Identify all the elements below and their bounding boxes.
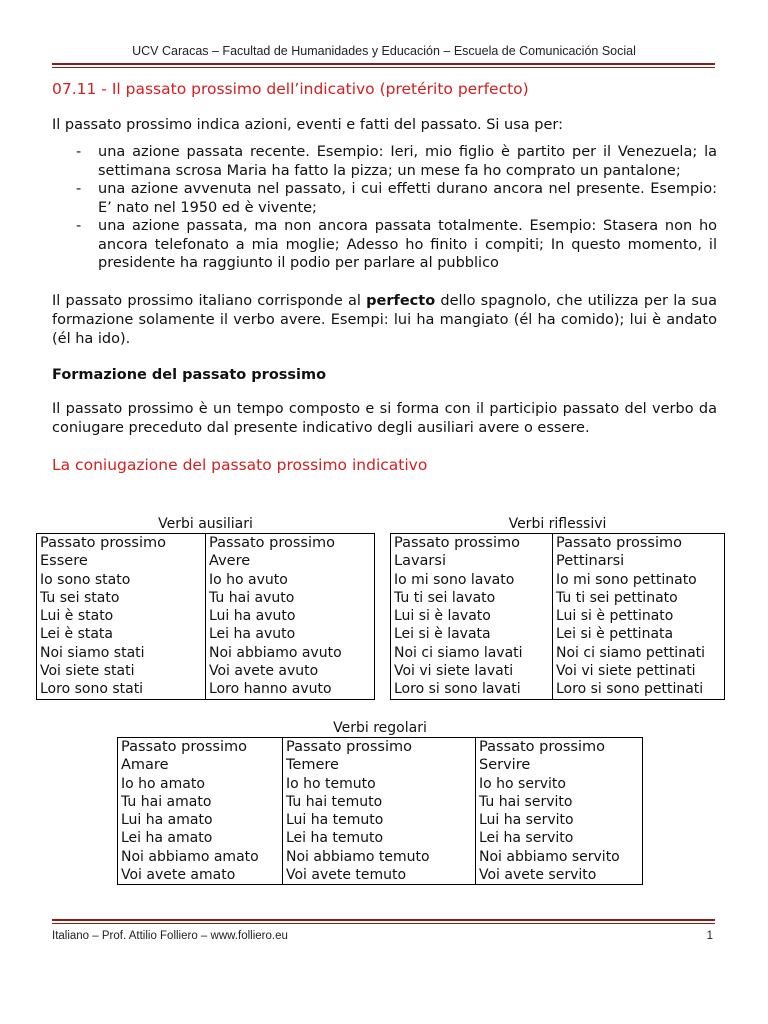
header-verb: Essere	[40, 553, 88, 570]
riflessivi-block	[390, 516, 725, 700]
table-cell: Voi avete servito	[476, 866, 643, 885]
corresponds-text-b: dello spagnolo, che utilizza per la sua formazione solamente il verbo avere. Esempi: lui ha mangiato (él ha comido); lui è andato (él ha ido).	[52, 292, 717, 347]
corresponds-paragraph	[52, 292, 717, 349]
table-row	[391, 625, 725, 643]
table-cell: Loro hanno avuto	[206, 680, 375, 699]
table-cell: Tu ti sei lavato	[391, 589, 553, 607]
table-caption: Verbi ausiliari	[158, 516, 253, 532]
table-row	[391, 680, 725, 699]
table-cell: Lei ha avuto	[206, 625, 375, 643]
intro-paragraph: Il passato prossimo indica azioni, eventi e fatti del passato. Si usa per:	[52, 117, 564, 133]
list-item: - una azione avvenuta nel passato, i cui effetti durano ancora nel presente. Esempio: E’ nato nel 1950 ed è vivente;	[52, 180, 717, 217]
riflessivi-table	[390, 533, 725, 700]
page-footer	[52, 930, 717, 942]
table-cell: Lei ha temuto	[283, 829, 476, 847]
table-cell: Lei si è lavata	[391, 625, 553, 643]
table-cell: Tu hai amato	[118, 793, 283, 811]
table-cell: Lui si è pettinato	[553, 607, 725, 625]
table-cell: Io mi sono lavato	[391, 571, 553, 589]
table-row	[118, 866, 643, 885]
table-caption: Verbi riflessivi	[508, 516, 607, 532]
table-row	[391, 589, 725, 607]
table-cell: Lui si è lavato	[391, 607, 553, 625]
table-row	[37, 607, 375, 625]
table-cell: Io ho servito	[476, 775, 643, 793]
table-cell: Noi abbiamo avuto	[206, 644, 375, 662]
table-cell: Lei ha amato	[118, 829, 283, 847]
table-cell: Io ho temuto	[283, 775, 476, 793]
table-header-row	[37, 534, 375, 571]
table-cell: Voi vi siete lavati	[391, 662, 553, 680]
table-row	[37, 589, 375, 607]
header-tense: Passato prossimo	[40, 535, 166, 551]
table-cell: Noi abbiamo temuto	[283, 848, 476, 866]
header-tense: Passato prossimo	[479, 739, 605, 755]
table-row	[37, 625, 375, 643]
table-cell: Noi siamo stati	[37, 644, 206, 662]
table-cell: Lei ha servito	[476, 829, 643, 847]
table-cell: Io sono stato	[37, 571, 206, 589]
table-row	[118, 775, 643, 793]
header-verb: Amare	[121, 757, 169, 774]
header-cell	[118, 738, 283, 775]
table-row	[37, 644, 375, 662]
table-row	[37, 662, 375, 680]
table-cell: Noi ci siamo lavati	[391, 644, 553, 662]
table-row	[118, 829, 643, 847]
regolari-table	[117, 737, 643, 885]
table-row	[118, 848, 643, 866]
table-row	[391, 644, 725, 662]
table-row	[391, 607, 725, 625]
table-cell: Lui ha avuto	[206, 607, 375, 625]
table-cell: Tu hai temuto	[283, 793, 476, 811]
table-cell: Tu sei stato	[37, 589, 206, 607]
table-cell: Tu hai avuto	[206, 589, 375, 607]
table-row	[37, 680, 375, 699]
table-cell: Tu hai servito	[476, 793, 643, 811]
header-rule	[52, 63, 715, 68]
page-number: 1	[706, 930, 713, 942]
table-cell: Voi avete amato	[118, 866, 283, 885]
header-cell	[283, 738, 476, 775]
header-tense: Passato prossimo	[556, 535, 682, 551]
table-cell: Tu ti sei pettinato	[553, 589, 725, 607]
list-item: - una azione passata recente. Esempio: Ieri, mio figlio è partito per il Venezuela; la settimana scrosa Maria ha fatto la pizza; un mese fa ho comprato un pantalone;	[52, 143, 717, 180]
header-verb: Lavarsi	[394, 553, 446, 570]
table-cell: Io mi sono pettinato	[553, 571, 725, 589]
table-cell: Loro si sono pettinati	[553, 680, 725, 699]
table-cell: Loro sono stati	[37, 680, 206, 699]
table-row	[391, 662, 725, 680]
header-cell	[37, 534, 206, 571]
perfecto-bold: perfecto	[366, 292, 436, 309]
table-row	[118, 811, 643, 829]
table-cell: Voi vi siete pettinati	[553, 662, 725, 680]
header-cell	[206, 534, 375, 571]
ausiliari-block	[36, 516, 375, 700]
header-tense: Passato prossimo	[286, 739, 412, 755]
table-row	[118, 793, 643, 811]
header-verb: Temere	[286, 757, 339, 774]
footer-rule	[52, 919, 715, 924]
table-cell: Lei si è pettinata	[553, 625, 725, 643]
page-header: UCV Caracas – Facultad de Humanidades y Educación – Escuela de Comunicación Social	[132, 44, 636, 58]
header-tense: Passato prossimo	[209, 535, 335, 551]
table-cell: Noi abbiamo servito	[476, 848, 643, 866]
header-cell	[553, 534, 725, 571]
page-content	[52, 80, 717, 474]
header-tense: Passato prossimo	[394, 535, 520, 551]
table-cell: Loro si sono lavati	[391, 680, 553, 699]
uses-list	[52, 143, 717, 273]
table-cell: Voi avete temuto	[283, 866, 476, 885]
formation-paragraph: Il passato prossimo è un tempo composto e si forma con il participio passato del verbo da coniugare preceduto dal presente indicativo degli ausiliari avere o essere.	[52, 400, 717, 436]
table-cell: Lui è stato	[37, 607, 206, 625]
table-cell: Lui ha temuto	[283, 811, 476, 829]
table-header-row	[391, 534, 725, 571]
regolari-block	[117, 720, 643, 885]
list-item: - una azione passata, ma non ancora passata totalmente. Esempio: Stasera non ho ancora telefonato a mia moglie; Adesso ho finito i compiti; In questo momento, il presidente ha raggiunto il podio per parlare al pubblico	[52, 217, 717, 273]
header-cell	[391, 534, 553, 571]
table-cell: Noi abbiamo amato	[118, 848, 283, 866]
table-cell: Noi ci siamo pettinati	[553, 644, 725, 662]
table-caption: Verbi regolari	[333, 720, 427, 736]
table-cell: Lui ha amato	[118, 811, 283, 829]
table-header-row	[118, 738, 643, 775]
formation-heading: Formazione del passato prossimo	[52, 366, 327, 383]
table-cell: Lei è stata	[37, 625, 206, 643]
header-tense: Passato prossimo	[121, 739, 247, 755]
footer-credit: Italiano – Prof. Attilio Folliero – www.folliero.eu	[52, 930, 288, 942]
corresponds-text-a: Il passato prossimo italiano corrisponde al	[52, 292, 367, 309]
header-verb: Avere	[209, 553, 251, 570]
table-row	[391, 571, 725, 589]
table-row	[37, 571, 375, 589]
table-cell: Voi siete stati	[37, 662, 206, 680]
header-cell	[476, 738, 643, 775]
ausiliari-table	[36, 533, 375, 700]
table-cell: Lui ha servito	[476, 811, 643, 829]
table-cell: Io ho amato	[118, 775, 283, 793]
section-title: 07.11 - Il passato prossimo dell’indicativo (pretérito perfecto)	[52, 80, 529, 98]
table-cell: Voi avete avuto	[206, 662, 375, 680]
header-verb: Servire	[479, 757, 531, 774]
conjugation-heading: La coniugazione del passato prossimo indicativo	[52, 455, 428, 474]
table-cell: Io ho avuto	[206, 571, 375, 589]
header-verb: Pettinarsi	[556, 553, 625, 570]
